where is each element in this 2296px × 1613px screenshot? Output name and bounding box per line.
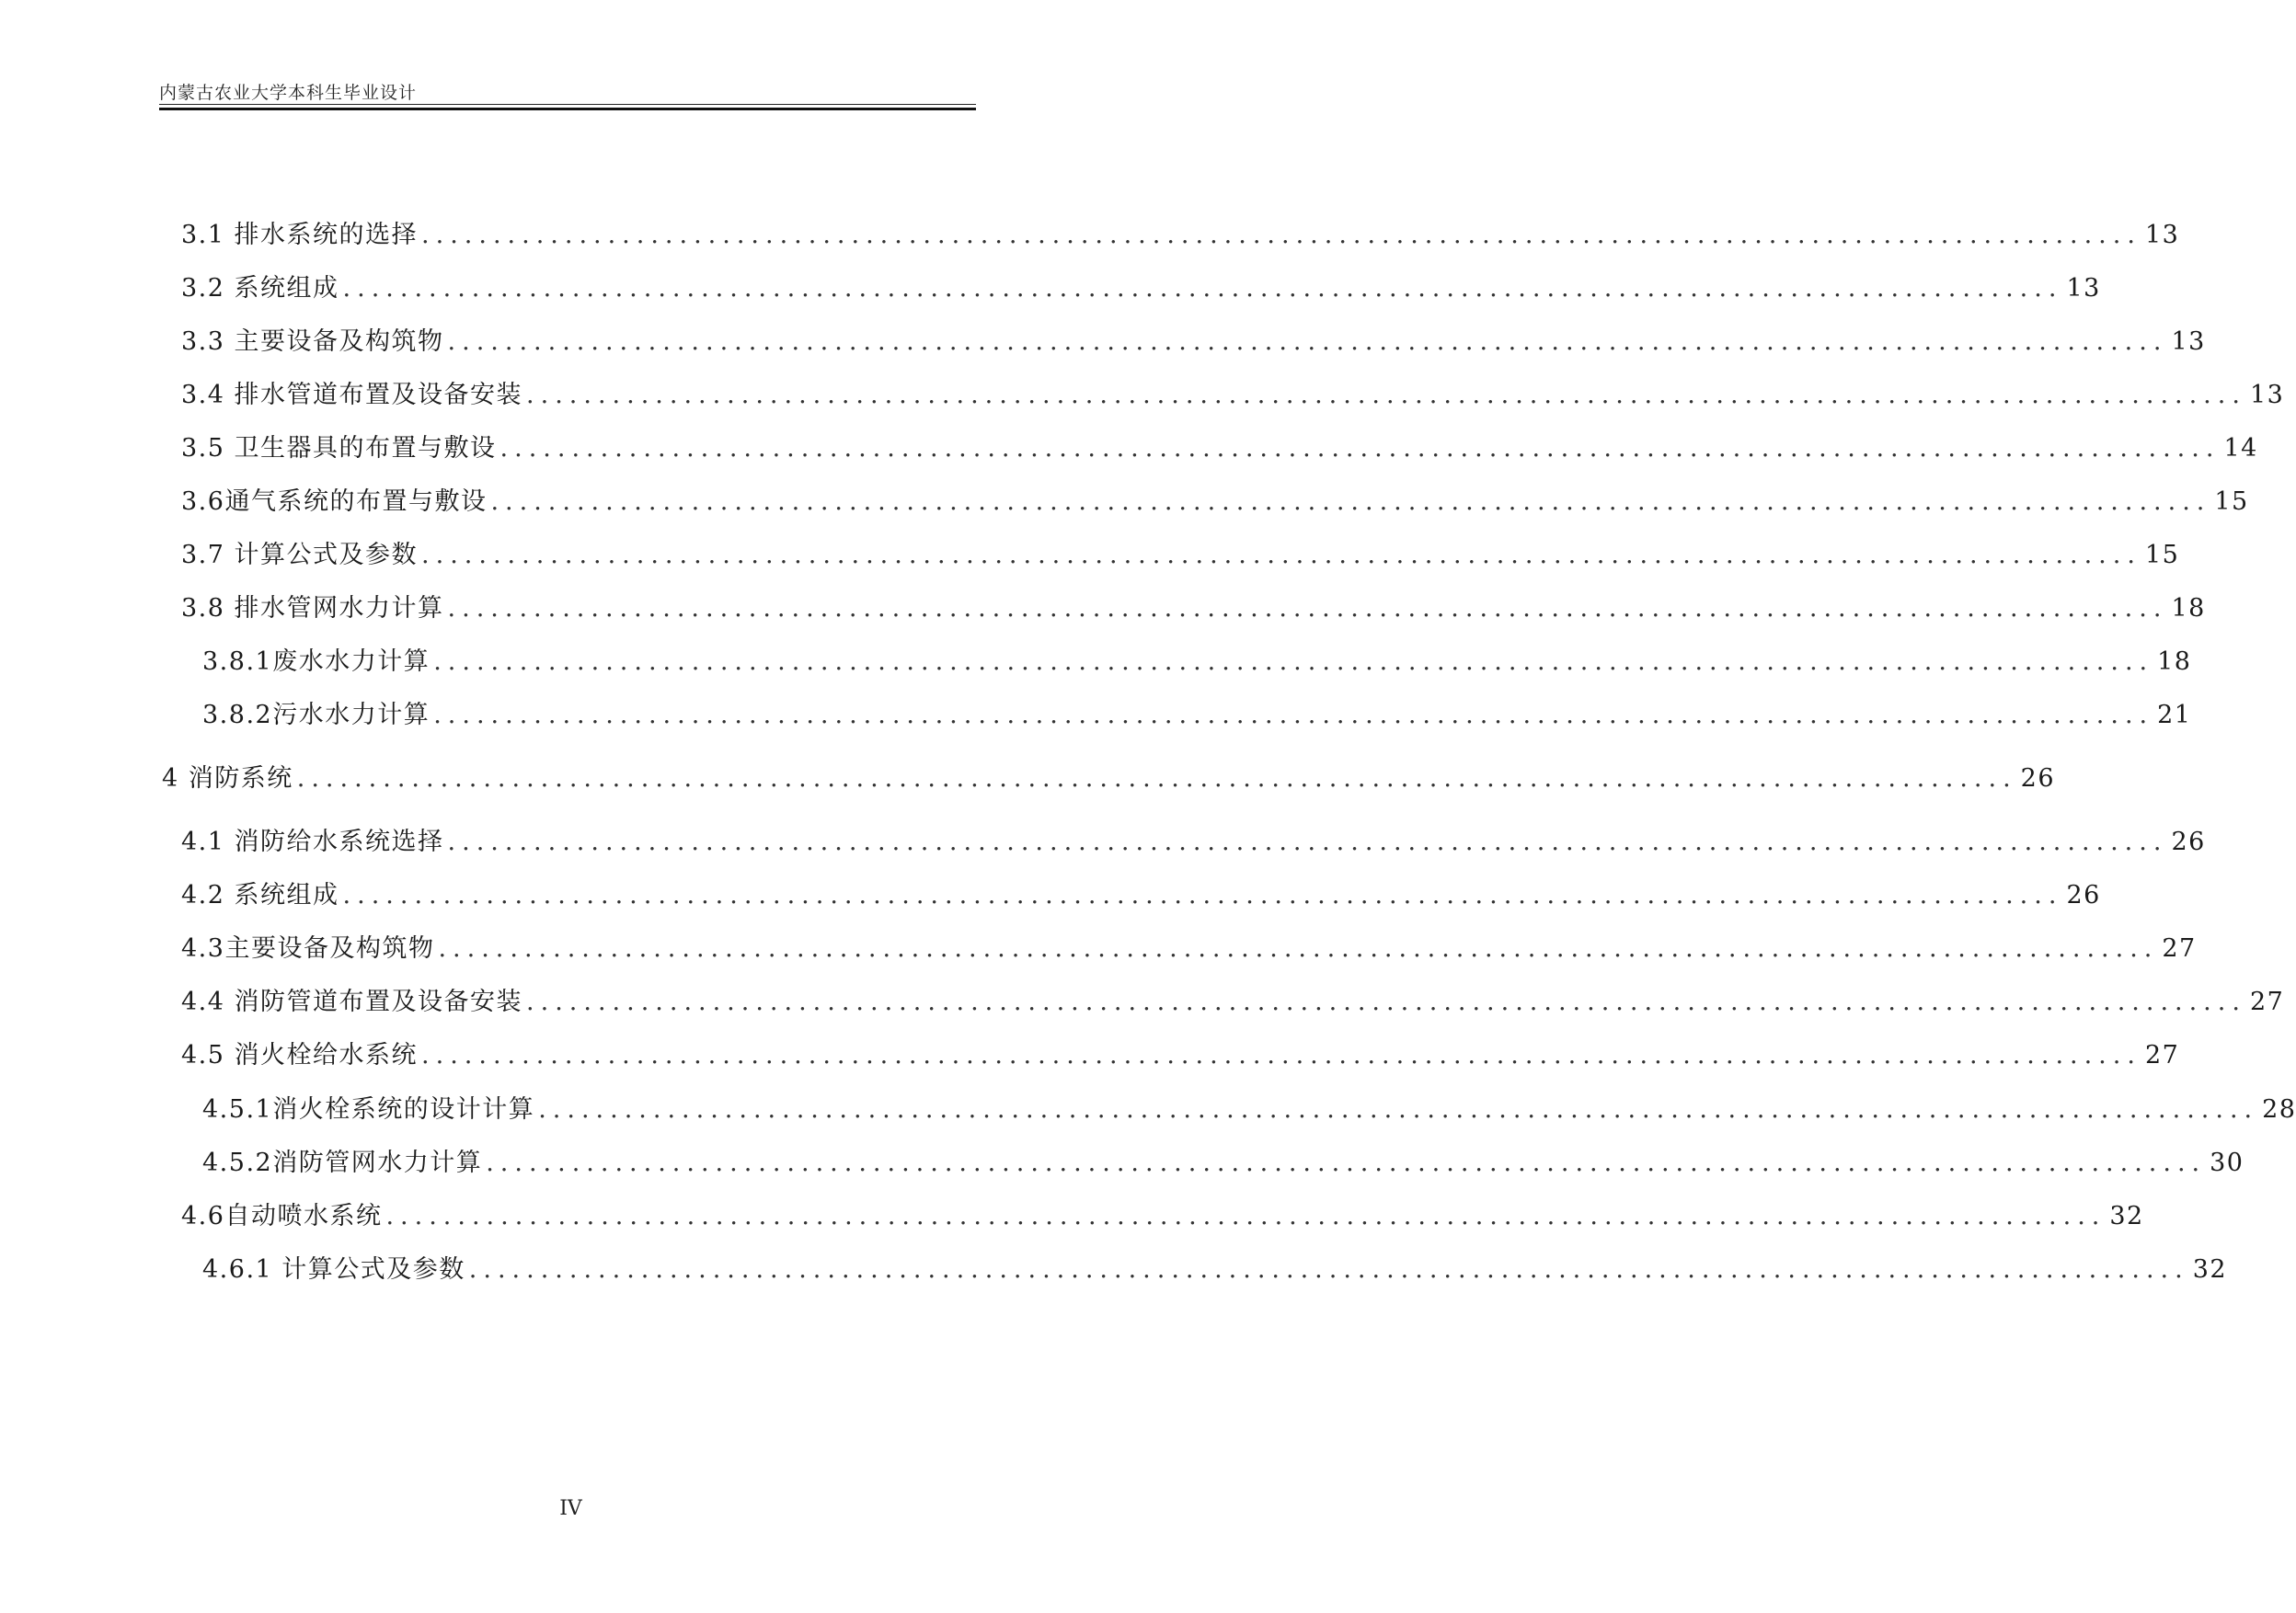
toc-dot-leader: ........................................................................................................................ [447,594,2168,623]
toc-dot-leader: ........................................................................................................................ [486,1149,2207,1177]
toc-entry-page: 21 [2157,701,2192,729]
toc-entry[interactable] [181,931,2197,967]
toc-dot-leader: ........................................................................................................................ [468,1255,2189,1284]
toc-entry-page: 14 [2223,434,2258,463]
toc-entry-label: 4.2 系统组成 [181,881,339,909]
toc-dot-leader: ........................................................................................................................ [526,988,2246,1016]
toc-entry-label: 4.6.1 计算公式及参数 [202,1255,465,1284]
toc-entry[interactable] [202,644,2192,681]
toc-dot-leader: ........................................................................................................................ [421,221,2141,249]
toc-entry-label: 4.4 消防管道布置及设备安装 [181,988,523,1016]
toc-dot-leader: ........................................................................................................................ [490,487,2211,516]
toc-entry-page: 27 [2162,934,2197,963]
toc-entry[interactable] [202,1092,2296,1128]
toc-entry[interactable] [181,1037,2180,1074]
toc-entry-page: 26 [2066,881,2101,909]
toc-entry[interactable] [181,217,2180,254]
toc-entry-label: 4.5.2消防管网水力计算 [202,1149,483,1177]
toc-entry[interactable] [202,1145,2244,1182]
toc-entry-label: 4.5.1消火栓系统的设计计算 [202,1095,535,1124]
toc-entry[interactable] [181,484,2249,521]
toc-entry-label: 3.5 卫生器具的布置与敷设 [181,434,497,463]
toc-entry-page: 18 [2157,647,2192,676]
toc-entry-label: 3.4 排水管道布置及设备安装 [181,381,523,409]
toc-entry[interactable] [181,877,2101,914]
toc-dot-leader: ........................................................................................................................ [433,701,2154,729]
toc-entry[interactable] [202,697,2192,734]
toc-dot-leader: ........................................................................................................................ [342,881,2063,909]
toc-entry-label: 4.3主要设备及构筑物 [181,934,435,963]
toc-entry-page: 18 [2171,594,2206,623]
running-header: 内蒙古农业大学本科生毕业设计 [159,83,418,103]
toc-entry-label: 3.7 计算公式及参数 [181,541,419,569]
toc-dot-leader: ........................................................................................................................ [421,1041,2141,1070]
toc-entry[interactable] [181,324,2206,360]
toc-entry-label: 4.5 消火栓给水系统 [181,1041,419,1070]
toc-dot-leader: ........................................................................................................................ [342,274,2063,303]
toc-entry[interactable] [181,430,2258,467]
toc-entry-label: 4 消防系统 [162,764,293,793]
toc-entry-label: 4.1 消防给水系统选择 [181,828,444,856]
toc-entry-label: 3.8.1废水水力计算 [202,647,430,676]
toc-entry[interactable] [181,984,2285,1021]
toc-entry-label: 3.8.2污水水力计算 [202,701,430,729]
toc-dot-leader: ........................................................................................................................ [526,381,2246,409]
toc-entry-page: 15 [2214,487,2249,516]
toc-entry-label: 3.3 主要设备及构筑物 [181,327,444,356]
toc-entry[interactable] [181,537,2180,574]
toc-entry-page: 15 [2144,541,2180,569]
toc-entry-page: 28 [2262,1095,2296,1124]
toc-dot-leader: ........................................................................................................................ [421,541,2141,569]
toc-entry-page: 13 [2171,327,2206,356]
toc-dot-leader: ........................................................................................................................ [447,828,2168,856]
toc-entry-page: 27 [2144,1041,2180,1070]
toc-entry-label: 3.1 排水系统的选择 [181,221,419,249]
toc-entry-label: 3.6通气系统的布置与敷设 [181,487,488,516]
toc-entry-page: 32 [2192,1255,2228,1284]
toc-entry-label: 4.6自动喷水系统 [181,1202,383,1230]
toc-entry[interactable] [181,590,2206,627]
toc-entry-page: 26 [2171,828,2206,856]
toc-dot-leader: ........................................................................................................................ [385,1202,2107,1230]
toc-entry-page: 13 [2249,381,2285,409]
toc-entry-page: 13 [2066,274,2101,303]
page-number: IV [559,1497,582,1520]
toc-entry-label: 3.2 系统组成 [181,274,339,303]
toc-entry-page: 26 [2020,764,2056,793]
toc-entry[interactable] [181,824,2206,861]
toc-entry[interactable] [202,1252,2228,1288]
toc-entry[interactable] [162,761,2056,797]
toc-entry[interactable] [181,1198,2144,1235]
toc-entry-page: 32 [2109,1202,2144,1230]
toc-entry-page: 30 [2210,1149,2244,1177]
toc-entry-label: 3.8 排水管网水力计算 [181,594,444,623]
toc-dot-leader: ........................................................................................................................ [447,327,2168,356]
toc-entry-page: 13 [2144,221,2180,249]
toc-entry[interactable] [181,377,2285,414]
toc-dot-leader: ........................................................................................................................ [433,647,2154,676]
toc-dot-leader: ........................................................................................................................ [499,434,2221,463]
toc-dot-leader: ........................................................................................................................ [438,934,2159,963]
toc-dot-leader: ........................................................................................................................ [296,764,2017,793]
toc-entry[interactable] [181,270,2101,307]
toc-entry-page: 27 [2249,988,2285,1016]
toc-dot-leader: ........................................................................................................................ [538,1095,2259,1124]
